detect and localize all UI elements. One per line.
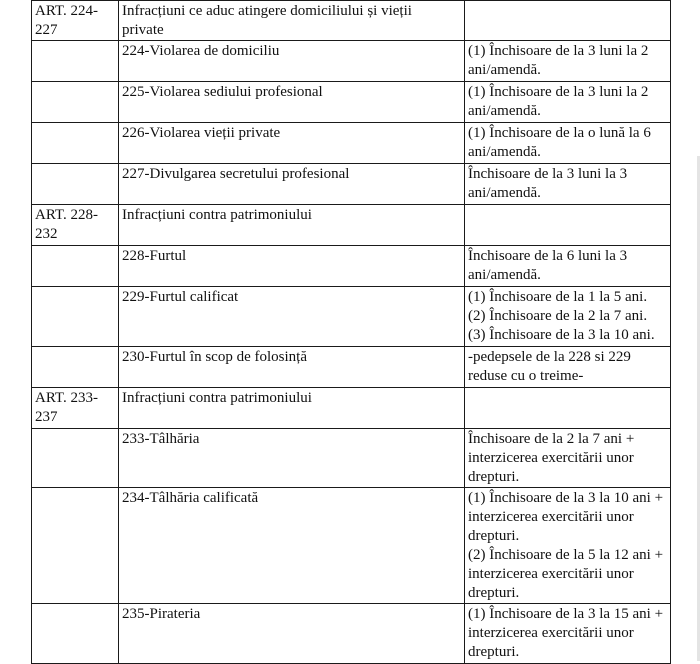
article-range-cell [32, 164, 119, 205]
article-range-cell [32, 1, 119, 41]
penalty-line: (1) Închisoare de la o lună la 6 [468, 125, 651, 141]
penalty-line: (2) Închisoare de la 2 la 7 ani. [468, 308, 648, 324]
penalty-line: Închisoare de la 2 la 7 ani + [468, 431, 635, 447]
penalty-line: -pedepsele de la 228 si 229 [468, 349, 631, 365]
penalty-line: drepturi. [468, 585, 520, 601]
penalty-cell [465, 388, 671, 429]
penalty-cell [465, 347, 671, 388]
penalty-line: interzicerea exercitării unor [468, 566, 634, 582]
offense-name-line: 229-Furtul calificat [122, 289, 239, 305]
article-range-cell [32, 429, 119, 488]
offense-name-cell [119, 347, 465, 388]
penalty-line: ani/amendă. [468, 267, 541, 283]
offense-name-line: 224-Violarea de domiciliu [122, 43, 280, 59]
group-title-line: Infracțiuni contra patrimoniului [122, 207, 312, 223]
article-range-cell [32, 41, 119, 82]
article-group-row [32, 205, 671, 246]
penalty-line: interzicerea exercitării unor [468, 625, 634, 641]
article-range-cell [32, 604, 119, 664]
penalty-line: (1) Închisoare de la 3 la 10 ani + [468, 490, 664, 506]
penalty-line: (2) Închisoare de la 5 la 12 ani + [468, 547, 664, 563]
article-range-line: ART. 224- [35, 3, 98, 19]
offense-name-line: 234-Tâlhăria calificată [122, 490, 259, 506]
article-group-row [32, 388, 671, 429]
group-title-cell [119, 205, 465, 246]
penalty-line: (1) Închisoare de la 1 la 5 ani. [468, 289, 648, 305]
penalty-cell [465, 604, 671, 664]
penalty-cell [465, 123, 671, 164]
group-title-cell [119, 388, 465, 429]
offense-name-line: 227-Divulgarea secretului profesional [122, 166, 350, 182]
article-range-line: ART. 233- [35, 390, 98, 406]
offense-name-line: 226-Violarea vieții private [122, 125, 281, 141]
offense-row [32, 347, 671, 388]
penalty-line: interzicerea exercitării unor [468, 450, 634, 466]
offense-name-line: 233-Tâlhăria [122, 431, 200, 447]
offense-row [32, 164, 671, 205]
penalty-line: interzicerea exercitării unor [468, 509, 634, 525]
offense-row [32, 604, 671, 664]
group-title-line: Infracțiuni ce aduc atingere domiciliului și vieții [122, 3, 412, 19]
penalty-line: (1) Închisoare de la 3 luni la 2 [468, 43, 649, 59]
penalty-cell [465, 488, 671, 604]
article-range-line: 237 [35, 409, 58, 425]
offense-row [32, 82, 671, 123]
offense-name-line: 235-Pirateria [122, 606, 201, 622]
offense-row [32, 123, 671, 164]
article-range-cell [32, 287, 119, 347]
penalty-line: drepturi. [468, 469, 520, 485]
offense-name-line: 230-Furtul în scop de folosință [122, 349, 307, 365]
penalty-cell [465, 287, 671, 347]
penalty-line: Închisoare de la 6 luni la 3 [468, 248, 628, 264]
penalty-cell [465, 205, 671, 246]
penalty-cell [465, 246, 671, 287]
offense-name-cell [119, 246, 465, 287]
offense-row [32, 41, 671, 82]
article-range-line: 232 [35, 226, 58, 242]
penalty-line: drepturi. [468, 528, 520, 544]
offenses-table [31, 0, 671, 664]
group-title-cell [119, 1, 465, 41]
offense-name-line: 228-Furtul [122, 248, 187, 264]
group-title-line: private [122, 22, 164, 38]
group-title-line: Infracțiuni contra patrimoniului [122, 390, 312, 406]
offense-name-cell [119, 41, 465, 82]
penalty-line: ani/amendă. [468, 103, 541, 119]
offense-name-cell [119, 82, 465, 123]
penalty-line: ani/amendă. [468, 185, 541, 201]
penalty-cell [465, 82, 671, 123]
penalty-cell [465, 41, 671, 82]
penalty-line: (1) Închisoare de la 3 luni la 2 [468, 84, 649, 100]
article-group-row [32, 1, 671, 41]
article-range-line: ART. 228- [35, 207, 98, 223]
article-range-cell [32, 123, 119, 164]
article-range-line: 227 [35, 22, 58, 38]
penalty-cell [465, 164, 671, 205]
penalty-line: Închisoare de la 3 luni la 3 [468, 166, 628, 182]
offenses-table-body [32, 1, 671, 664]
offense-name-cell [119, 164, 465, 205]
article-range-cell [32, 347, 119, 388]
penalty-line: ani/amendă. [468, 62, 541, 78]
offense-row [32, 246, 671, 287]
offense-row [32, 488, 671, 604]
penalty-line: (3) Închisoare de la 3 la 10 ani. [468, 327, 655, 343]
penalty-line: (1) Închisoare de la 3 la 15 ani + [468, 606, 664, 622]
offense-row [32, 429, 671, 488]
article-range-cell [32, 388, 119, 429]
penalty-cell [465, 429, 671, 488]
article-range-cell [32, 82, 119, 123]
offense-row [32, 287, 671, 347]
offense-name-line: 225-Violarea sediului profesional [122, 84, 323, 100]
offense-name-cell [119, 488, 465, 604]
offense-name-cell [119, 604, 465, 664]
article-range-cell [32, 488, 119, 604]
article-range-cell [32, 205, 119, 246]
offense-name-cell [119, 429, 465, 488]
offense-name-cell [119, 123, 465, 164]
penalty-line: reduse cu o treime- [468, 368, 584, 384]
penalty-line: ani/amendă. [468, 144, 541, 160]
article-range-cell [32, 246, 119, 287]
penalty-line: drepturi. [468, 644, 520, 660]
offense-name-cell [119, 287, 465, 347]
penalty-cell [465, 1, 671, 41]
